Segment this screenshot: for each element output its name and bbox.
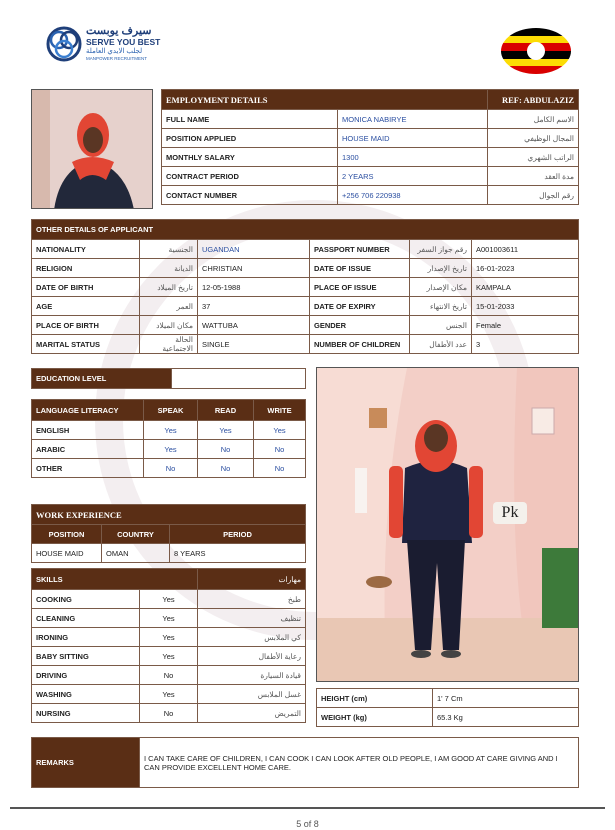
skill-name: IRONING xyxy=(32,628,140,647)
skill-value: Yes xyxy=(140,609,198,628)
language-name: OTHER xyxy=(32,459,144,478)
issue-place-value: KAMPALA xyxy=(472,278,579,297)
logo-name: SERVE YOU BEST xyxy=(86,37,161,47)
other-arabic: رقم جواز السفر xyxy=(410,240,472,259)
write-value: Yes xyxy=(254,421,306,440)
other-arabic: عدد الأطفال xyxy=(410,335,472,354)
page-number: 5 of 8 xyxy=(296,819,319,829)
write-value: No xyxy=(254,440,306,459)
logo-emblem-icon xyxy=(46,26,82,62)
other-label: NUMBER OF CHILDREN xyxy=(310,335,410,354)
contract-value: 2 YEARS xyxy=(338,167,488,186)
skill-name: BABY SITTING xyxy=(32,647,140,666)
emp-label: POSITION APPLIED xyxy=(162,129,338,148)
skill-arabic: غسل الملابس xyxy=(198,685,306,704)
height-value: 1' 7 Cm xyxy=(433,689,579,708)
children-value: 3 xyxy=(472,335,579,354)
height-label: HEIGHT (cm) xyxy=(317,689,433,708)
position-value: HOUSE MAID xyxy=(338,129,488,148)
passport-value: A001003611 xyxy=(472,240,579,259)
other-arabic: تاريخ الإصدار xyxy=(410,259,472,278)
skill-name: WASHING xyxy=(32,685,140,704)
write-header: WRITE xyxy=(254,400,306,421)
other-arabic: مكان الإصدار xyxy=(410,278,472,297)
other-label: DATE OF BIRTH xyxy=(32,278,140,297)
age-value: 37 xyxy=(198,297,310,316)
other-label: DATE OF EXPIRY xyxy=(310,297,410,316)
language-name: ENGLISH xyxy=(32,421,144,440)
skill-arabic: التمريض xyxy=(198,704,306,723)
country-header: COUNTRY xyxy=(102,525,170,544)
skills-title: SKILLS xyxy=(32,569,198,590)
skill-value: No xyxy=(140,666,198,685)
other-label: PLACE OF BIRTH xyxy=(32,316,140,335)
other-label: DATE OF ISSUE xyxy=(310,259,410,278)
other-arabic: العمر xyxy=(140,297,198,316)
education-value xyxy=(172,369,306,389)
applicant-full-photo xyxy=(316,367,579,682)
other-arabic: الجنسية xyxy=(140,240,198,259)
skill-value: No xyxy=(140,704,198,723)
other-arabic: تاريخ الميلاد xyxy=(140,278,198,297)
skill-arabic: قيادة السيارة xyxy=(198,666,306,685)
work-period: 8 YEARS xyxy=(170,544,306,563)
read-header: READ xyxy=(198,400,254,421)
religion-value: CHRISTIAN xyxy=(198,259,310,278)
contact-value: +256 706 220938 xyxy=(338,186,488,205)
emp-arabic: المجال الوظيفي xyxy=(488,129,579,148)
skill-name: CLEANING xyxy=(32,609,140,628)
full-name-value: MONICA NABIRYE xyxy=(338,110,488,129)
logo-arabic-sub: لجلب الايدي العاملة xyxy=(86,48,143,55)
skill-name: DRIVING xyxy=(32,666,140,685)
salary-value: 1300 xyxy=(338,148,488,167)
employment-details-table xyxy=(161,89,579,205)
remarks-label: REMARKS xyxy=(32,738,140,788)
skill-arabic: كي الملابس xyxy=(198,628,306,647)
work-title: WORK EXPERIENCE xyxy=(32,505,306,525)
gender-value: Female xyxy=(472,316,579,335)
speak-value: Yes xyxy=(144,440,198,459)
position-header: POSITION xyxy=(32,525,102,544)
other-label: RELIGION xyxy=(32,259,140,278)
emp-arabic: الراتب الشهري xyxy=(488,148,579,167)
ref-number: REF: ABDULAZIZ xyxy=(488,90,579,110)
education-table xyxy=(31,368,306,389)
birth-place-value: WATTUBA xyxy=(198,316,310,335)
remarks-text: I CAN TAKE CARE OF CHILDREN, I CAN COOK I CAN LOOK AFTER OLD PEOPLE, I AM GOOD AT CARE GIVING AND I CAN PROVIDE EXCELLENT HOME CARE. xyxy=(140,738,579,788)
emp-arabic: رقم الجوال xyxy=(488,186,579,205)
language-table xyxy=(31,399,306,478)
work-experience-table xyxy=(31,504,306,563)
other-arabic: تاريخ الانتهاء xyxy=(410,297,472,316)
read-value: No xyxy=(198,440,254,459)
period-header: PERIOD xyxy=(170,525,306,544)
body-measurements-table xyxy=(316,688,579,727)
work-position: HOUSE MAID xyxy=(32,544,102,563)
weight-label: WEIGHT (kg) xyxy=(317,708,433,727)
other-arabic: مكان الميلاد xyxy=(140,316,198,335)
other-arabic: الديانة xyxy=(140,259,198,278)
uganda-flag-icon xyxy=(501,28,571,74)
work-country: OMAN xyxy=(102,544,170,563)
marital-value: SINGLE xyxy=(198,335,310,354)
skill-arabic: رعاية الأطفال xyxy=(198,647,306,666)
skill-name: COOKING xyxy=(32,590,140,609)
other-label: PLACE OF ISSUE xyxy=(310,278,410,297)
company-logo xyxy=(46,22,166,66)
skill-arabic: طبخ xyxy=(198,590,306,609)
emp-label: CONTRACT PERIOD xyxy=(162,167,338,186)
read-value: Yes xyxy=(198,421,254,440)
emp-label: MONTHLY SALARY xyxy=(162,148,338,167)
skills-title-arabic: مهارات xyxy=(198,569,306,590)
skill-value: Yes xyxy=(140,590,198,609)
speak-header: SPEAK xyxy=(144,400,198,421)
other-label: PASSPORT NUMBER xyxy=(310,240,410,259)
footer-divider xyxy=(10,807,605,809)
other-details-table xyxy=(31,219,579,354)
logo-sub: MANPOWER RECRUITMENT xyxy=(86,56,147,61)
photo-tag: Pk xyxy=(493,502,527,524)
nationality-value: UGANDAN xyxy=(198,240,310,259)
language-header: LANGUAGE LITERACY xyxy=(32,400,144,421)
skill-value: Yes xyxy=(140,647,198,666)
emp-label: FULL NAME xyxy=(162,110,338,129)
emp-arabic: الاسم الكامل xyxy=(488,110,579,129)
skill-name: NURSING xyxy=(32,704,140,723)
other-label: GENDER xyxy=(310,316,410,335)
employment-title: EMPLOYMENT DETAILS xyxy=(162,90,488,110)
education-label: EDUCATION LEVEL xyxy=(32,369,172,389)
write-value: No xyxy=(254,459,306,478)
skill-value: Yes xyxy=(140,685,198,704)
other-details-title: OTHER DETAILS OF APPLICANT xyxy=(32,220,579,240)
other-arabic: الجنس xyxy=(410,316,472,335)
emp-arabic: مدة العقد xyxy=(488,167,579,186)
other-label: AGE xyxy=(32,297,140,316)
issue-date-value: 16-01-2023 xyxy=(472,259,579,278)
applicant-portrait xyxy=(31,89,153,209)
dob-value: 12-05-1988 xyxy=(198,278,310,297)
other-label: NATIONALITY xyxy=(32,240,140,259)
other-label: MARITAL STATUS xyxy=(32,335,140,354)
read-value: No xyxy=(198,459,254,478)
speak-value: Yes xyxy=(144,421,198,440)
skill-arabic: تنظيف xyxy=(198,609,306,628)
language-name: ARABIC xyxy=(32,440,144,459)
skill-value: Yes xyxy=(140,628,198,647)
other-arabic: الحالة الاجتماعية xyxy=(140,335,198,354)
speak-value: No xyxy=(144,459,198,478)
skills-table xyxy=(31,568,306,723)
logo-arabic: سيرف يوبست xyxy=(86,25,152,37)
expiry-date-value: 15-01-2033 xyxy=(472,297,579,316)
remarks-table xyxy=(31,737,579,788)
emp-label: CONTACT NUMBER xyxy=(162,186,338,205)
weight-value: 65.3 Kg xyxy=(433,708,579,727)
